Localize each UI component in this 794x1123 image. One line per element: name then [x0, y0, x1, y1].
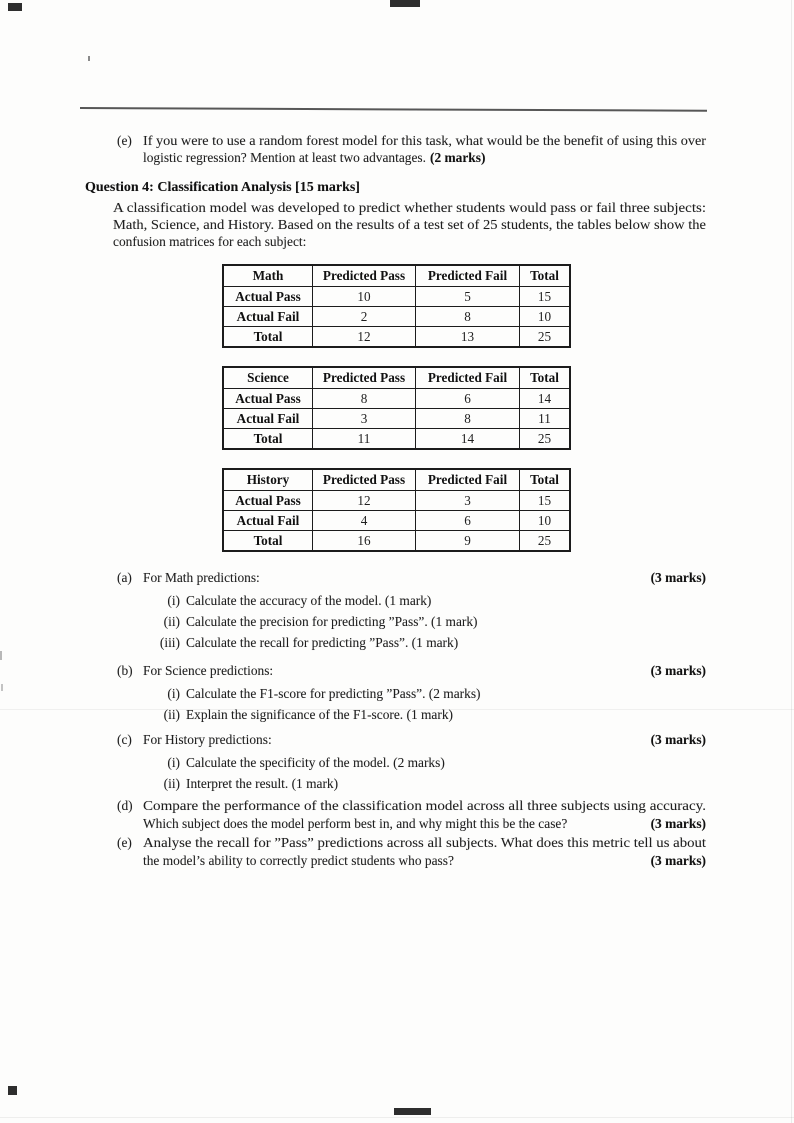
- table-cell: 12: [313, 327, 416, 348]
- table-cell: 10: [520, 307, 571, 327]
- table-cell: 6: [416, 511, 520, 531]
- table-header-row: [223, 367, 570, 389]
- marks-badge: (3 marks): [650, 816, 706, 831]
- scan-speck: [0, 651, 2, 660]
- table-header-cell: Predicted Pass: [313, 469, 416, 491]
- sub-question: [146, 634, 706, 651]
- row-header-cell: Actual Pass: [223, 389, 313, 409]
- sub-text: Explain the significance of the F1-score. (1 mark): [186, 707, 453, 722]
- table-cell: 10: [313, 287, 416, 307]
- marks-badge: (3 marks): [650, 852, 706, 868]
- marks-badge: (3 marks): [650, 663, 706, 678]
- table-cell: 10: [520, 511, 571, 531]
- table-row: [223, 491, 570, 511]
- table-cell: 3: [416, 491, 520, 511]
- table-header-cell: Total: [520, 469, 571, 491]
- table-header-cell: Predicted Pass: [313, 367, 416, 389]
- part-label: (d): [117, 798, 133, 813]
- table-row: [223, 531, 570, 552]
- part-head: [117, 569, 706, 586]
- row-header-cell: Total: [223, 327, 313, 348]
- part-head: [117, 662, 706, 679]
- marks-badge: (3 marks): [650, 570, 706, 585]
- table: [222, 366, 571, 450]
- table-cell: 11: [520, 409, 571, 429]
- paragraph-text: Math, Science, and History. Based on the results of a test set of 25 students, the tables below show the: [113, 216, 706, 232]
- table-header-cell: History: [223, 469, 313, 491]
- table-row: [223, 327, 570, 348]
- table: [222, 468, 571, 552]
- part-text: For History predictions:: [143, 732, 272, 747]
- table-cell: 4: [313, 511, 416, 531]
- part-label: (e): [117, 835, 132, 850]
- sub-questions: [146, 592, 706, 651]
- sub-label: (i): [167, 686, 180, 701]
- sub-questions: [146, 754, 706, 792]
- sub-text: Calculate the recall for predicting ”Pass”. (1 mark): [186, 635, 459, 650]
- scan-speck: [1, 684, 3, 691]
- confusion-matrix-history: [222, 468, 571, 552]
- part-head: [117, 731, 706, 748]
- table-cell: 25: [520, 429, 571, 450]
- row-header-cell: Actual Fail: [223, 511, 313, 531]
- part-label: (c): [117, 732, 132, 747]
- table-cell: 12: [313, 491, 416, 511]
- table-cell: 16: [313, 531, 416, 552]
- part-text: Compare the performance of the classification model across all three subjects using accuracy.: [143, 798, 706, 813]
- table-cell: 15: [520, 287, 571, 307]
- part-label: (a): [117, 570, 132, 585]
- part-e: [117, 834, 706, 869]
- question-heading: Question 4: Classification Analysis [15 marks]: [85, 180, 360, 195]
- part-text: logistic regression? Mention at least two advantages.: [143, 150, 426, 165]
- row-header-cell: Total: [223, 531, 313, 552]
- part-label: (b): [117, 663, 133, 678]
- sub-question: [146, 775, 706, 792]
- page-edge-shadow: [0, 1117, 794, 1118]
- sub-question: [146, 754, 706, 771]
- table-cell: 8: [416, 409, 520, 429]
- confusion-matrix-science: [222, 366, 571, 450]
- sub-label: (i): [167, 593, 180, 608]
- paragraph-line: confusion matrices for each subject:: [113, 233, 307, 249]
- marks-badge: (2 marks): [430, 150, 486, 165]
- part-text-line: [143, 132, 706, 149]
- table-header-row: [223, 469, 570, 491]
- sub-text: Calculate the precision for predicting ”Pass”. (1 mark): [186, 614, 478, 629]
- sub-question: [146, 685, 706, 702]
- table-header-cell: Total: [520, 265, 571, 287]
- part-text: For Science predictions:: [143, 663, 274, 678]
- part-body: [143, 797, 706, 833]
- table-cell: 5: [416, 287, 520, 307]
- row-header-cell: Total: [223, 429, 313, 450]
- part-d: [117, 797, 706, 833]
- part-c: [117, 731, 706, 792]
- table-cell: 25: [520, 531, 571, 552]
- table-header-cell: Science: [223, 367, 313, 389]
- sub-questions: [146, 685, 706, 723]
- row-header-cell: Actual Pass: [223, 287, 313, 307]
- table-header-cell: Predicted Fail: [416, 367, 520, 389]
- row-header-cell: Actual Fail: [223, 409, 313, 429]
- part-text-line: [143, 834, 706, 852]
- confusion-matrix-math: [222, 264, 571, 348]
- part-body: [143, 132, 706, 166]
- scan-artifact: [390, 0, 420, 7]
- table-cell: 25: [520, 327, 571, 348]
- table-row: [223, 287, 570, 307]
- horizontal-rule: [80, 107, 707, 112]
- part-text: If you were to use a random forest model for this task, what would be the benefit of using this over: [143, 133, 706, 148]
- table-cell: 8: [313, 389, 416, 409]
- table-cell: 3: [313, 409, 416, 429]
- table-cell: 14: [520, 389, 571, 409]
- table: [222, 264, 571, 348]
- table-header-cell: Total: [520, 367, 571, 389]
- table-header-cell: Predicted Fail: [416, 265, 520, 287]
- sub-text: Calculate the specificity of the model. (2 marks): [186, 755, 445, 770]
- page-edge-shadow: [791, 0, 792, 1123]
- table-row: [223, 389, 570, 409]
- scan-artifact: [394, 1108, 431, 1115]
- part-text-line: [143, 797, 706, 815]
- row-header-cell: Actual Pass: [223, 491, 313, 511]
- part-a: [117, 569, 706, 651]
- table-header-cell: Predicted Pass: [313, 265, 416, 287]
- scan-artifact: [8, 1086, 17, 1095]
- table-cell: 15: [520, 491, 571, 511]
- marks-badge: (3 marks): [650, 732, 706, 747]
- sub-label: (ii): [163, 614, 180, 629]
- row-header-cell: Actual Fail: [223, 307, 313, 327]
- table-row: [223, 307, 570, 327]
- part-text-line: Which subject does the model perform best in, and why might this be the case?: [143, 816, 568, 831]
- sub-text: Calculate the F1-score for predicting ”Pass”. (2 marks): [186, 686, 481, 701]
- scan-artifact: [8, 3, 22, 11]
- table-cell: 2: [313, 307, 416, 327]
- sub-question: [146, 613, 706, 630]
- table-header-cell: Predicted Fail: [416, 469, 520, 491]
- sub-text: Calculate the accuracy of the model. (1 mark): [186, 593, 432, 608]
- paragraph-line: [113, 200, 706, 217]
- part-b: [117, 662, 706, 723]
- part-text-line: [143, 149, 706, 166]
- sub-label: (ii): [163, 707, 180, 722]
- sub-question: [146, 706, 706, 723]
- part-text: Analyse the recall for ”Pass” predictions across all subjects. What does this metric tell us about: [143, 835, 706, 850]
- part-label: (e): [117, 133, 132, 148]
- part-body: [143, 834, 706, 869]
- sub-label: (ii): [163, 776, 180, 791]
- table-cell: 11: [313, 429, 416, 450]
- scan-speck: [88, 56, 90, 61]
- table-row: [223, 409, 570, 429]
- sub-label: (i): [167, 755, 180, 770]
- sub-question: [146, 592, 706, 609]
- paragraph-line: [113, 217, 706, 234]
- part-text: For Math predictions:: [143, 570, 260, 585]
- table-cell: 6: [416, 389, 520, 409]
- table-header-cell: Math: [223, 265, 313, 287]
- table-row: [223, 511, 570, 531]
- table-cell: 14: [416, 429, 520, 450]
- paragraph-text: A classification model was developed to predict whether students would pass or fail three subjects:: [113, 200, 706, 215]
- table-header-row: [223, 265, 570, 287]
- table-cell: 9: [416, 531, 520, 552]
- table-cell: 8: [416, 307, 520, 327]
- table-row: [223, 429, 570, 450]
- part-text-line: the model’s ability to correctly predict students who pass?: [143, 852, 454, 868]
- sub-text: Interpret the result. (1 mark): [186, 776, 339, 791]
- prev-question-part-e: [117, 132, 706, 166]
- question-paragraph: [113, 200, 706, 250]
- table-cell: 13: [416, 327, 520, 348]
- sub-label: (iii): [159, 635, 180, 650]
